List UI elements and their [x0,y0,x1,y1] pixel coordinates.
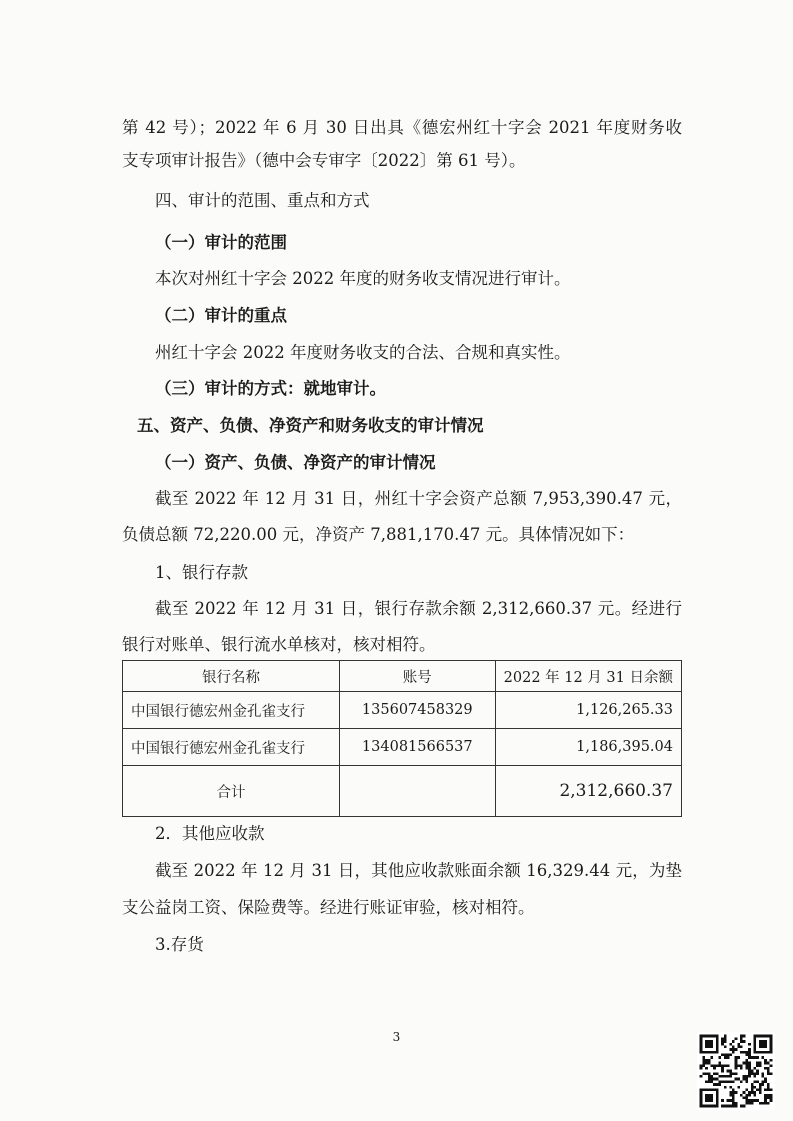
section-heading-4: 四、审计的范围、重点和方式 [155,191,370,210]
paragraph-scope: 本次对州红十字会 2022 年度的财务收支情况进行审计。 [155,269,571,288]
paragraph-receivables-line1: 截至 2022 年 12 月 31 日，其他应收款账面余额 16,329.44 元，为垫 [155,861,682,880]
cell-balance: 1,186,395.04 [495,729,681,766]
table-total-row [123,766,682,817]
section-heading-5: 五、资产、负债、净资产和财务收支的审计情况 [137,416,484,435]
paragraph-focus: 州红十字会 2022 年度财务收支的合法、合规和真实性。 [155,343,571,362]
cell-bank-name: 中国银行德宏州金孔雀支行 [123,692,340,729]
paragraph-assets-line2: 负债总额 72,220.00 元，净资产 7,881,170.47 元。具体情况如下： [122,525,635,544]
item-bank-deposit: 1、银行存款 [155,563,248,582]
table-row [123,692,682,729]
cell-account: 134081566537 [339,729,495,766]
subheading-assets: （一）资产、负债、净资产的审计情况 [155,453,436,472]
paragraph-bank-line2: 银行对账单、银行流水单核对，核对相符。 [122,635,436,654]
cell-bank-name: 中国银行德宏州金孔雀支行 [123,729,340,766]
cell-balance: 1,126,265.33 [495,692,681,729]
table-row [123,729,682,766]
subheading-scope: （一）审计的范围 [155,233,287,252]
header-balance: 2022 年 12 月 31 日余额 [495,661,681,692]
paragraph-report-line1: 第 42 号）；2022 年 6 月 30 日出具《德宏州红十字会 2021 年度财务收 [122,118,682,137]
subheading-focus: （二）审计的重点 [155,306,287,325]
cell-total-account [339,766,495,817]
cell-account: 135607458329 [339,692,495,729]
table-header-row [123,661,682,692]
item-other-receivables: 2．其他应收款 [155,824,265,843]
cell-total-balance: 2,312,660.37 [495,766,681,817]
subheading-method: （三）审计的方式：就地审计。 [155,379,386,398]
bank-balance-table [122,660,682,817]
cell-total-label: 合计 [123,766,340,817]
item-inventory: 3.存货 [155,935,204,954]
paragraph-report-line2: 支专项审计报告》（德中会专审字〔2022〕第 61 号）。 [122,151,526,170]
header-account: 账号 [339,661,495,692]
paragraph-assets-line1: 截至 2022 年 12 月 31 日，州红十字会资产总额 7,953,390.47 元， [155,489,682,508]
paragraph-receivables-line2: 支公益岗工资、保险费等。经进行账证审验，核对相符。 [122,898,535,917]
header-bank-name: 银行名称 [123,661,340,692]
paragraph-bank-line1: 截至 2022 年 12 月 31 日，银行存款余额 2,312,660.37 元。经进行 [155,599,682,618]
qr-code-icon [697,1032,775,1110]
page-number: 3 [392,1030,401,1044]
